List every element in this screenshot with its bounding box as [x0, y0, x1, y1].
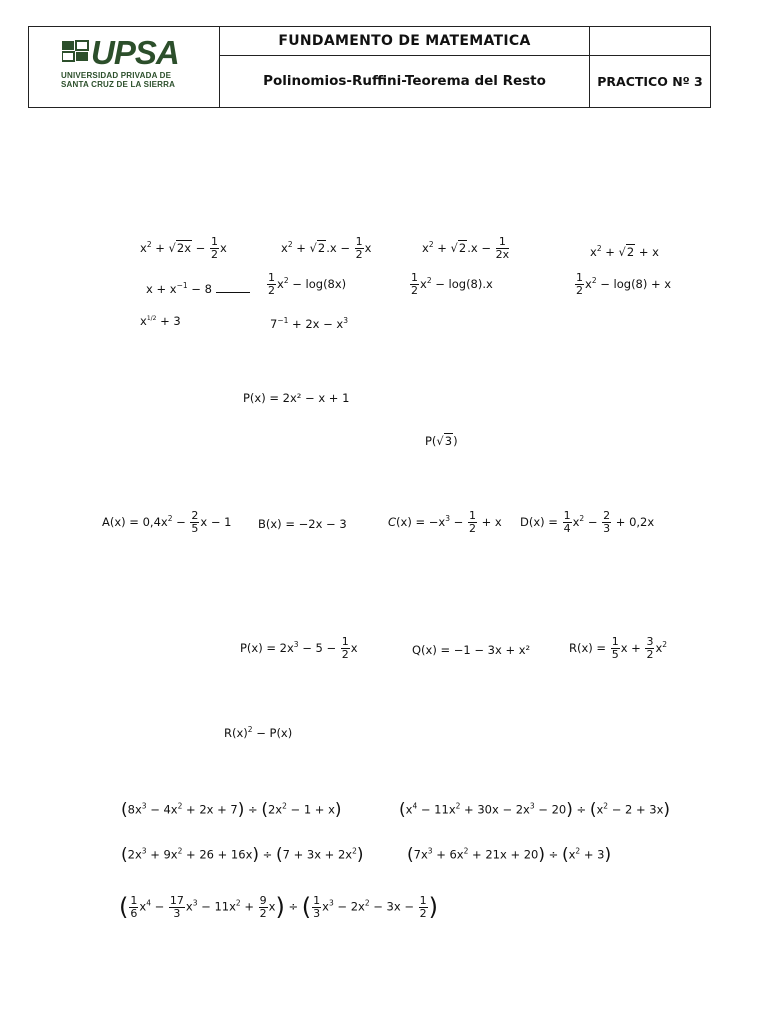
- expr-row3-2: $7^{-1} + 2x - x^3$: [270, 316, 348, 331]
- division-1: $(8x^3 - 4x^2 + 2x + 7) \div (2x^2 - 1 + x)$: [121, 800, 342, 820]
- expr-row2-4: $\frac{1}{2}$ $x^2 - \log(8) + x$: [576, 271, 672, 297]
- expr-row3-1: $x^{1/2} + 3$: [140, 314, 181, 328]
- polynomial-p2: $P(x) = 2x^3 - 5$ − $\frac{1}{2}$ x: [240, 635, 358, 661]
- expr-row1-2: $x^2 + √2.x$ − $\frac{1}{2}$ x: [281, 235, 372, 261]
- expr-row2-1: $x + x^{-1} - 8$: [146, 281, 250, 296]
- logo-brand: UPSA: [91, 34, 179, 71]
- upsa-emblem-icon: [62, 39, 90, 63]
- logo-line-1: UNIVERSIDAD PRIVADA DE: [61, 71, 172, 80]
- expr-row1-3: $x^2 + √2.x$ − $\frac{1}{2x}$: [422, 235, 510, 261]
- polynomial-d: D(x) = $\frac{1}{4}$ $x^2$ − $\frac{2}{3}$ + 0,2x: [520, 509, 655, 535]
- polynomial-a: $A(x) = 0,4x^2$ − $\frac{2}{5}$ x − 1: [102, 509, 232, 535]
- expr-row2-2: $\frac{1}{2}$ $x^2 - \log(8x)$: [268, 271, 347, 297]
- polynomial-q: Q(x) = −1 − 3x + x²: [412, 643, 531, 657]
- polynomial-r: R(x) = $\frac{1}{5}$ x + $\frac{3}{2}$ $x^2$: [569, 635, 668, 661]
- division-5: ( $\frac{1}{6}$ $x^4$ − $\frac{17}{3}$ $x^3 - 11x^2$ + $\frac{9}{2}$ x) ÷ ( $\frac{1}{3}$ $x^3 - 2x^2 - 3x$ − $\frac{1}{2}$ ): [119, 893, 439, 921]
- logo-university-name: [61, 71, 201, 89]
- polynomial-p-evaluation: P(√3): [425, 434, 458, 448]
- polynomial-c: $C(x) = -x^3$ − $\frac{1}{2}$ + x: [388, 509, 502, 535]
- operation-r-squared-minus-p: $R(x)^2 - P(x)$: [224, 725, 293, 740]
- division-2: $(x^4 - 11x^2 + 30x - 2x^3 - 20) \div (x^2 - 2 + 3x)$: [399, 800, 671, 820]
- practice-number: PRACTICO Nº 3: [597, 74, 703, 89]
- division-4: $(7x^3 + 6x^2 + 21x + 20) \div (x^2 + 3)$: [407, 845, 612, 865]
- expr-row1-1: $x^2 + √2x$ − $\frac{1}{2}$ x: [140, 235, 227, 261]
- header-table: [28, 26, 711, 108]
- polynomial-b: B(x) = −2x − 3: [258, 517, 347, 531]
- division-3: $(2x^3 + 9x^2 + 26 + 16x) \div (7 + 3x + 2x^2)$: [121, 845, 364, 865]
- expr-row1-4: $x^2 + √2 + x$: [590, 244, 659, 259]
- empty-cell: [590, 27, 710, 56]
- expr-row2-3: $\frac{1}{2}$ $x^2 - \log(8).x$: [411, 271, 493, 297]
- university-logo: [29, 27, 220, 107]
- course-title: FUNDAMENTO DE MATEMATICA: [220, 27, 590, 56]
- polynomial-p-definition: P(x) = 2x² − x + 1: [243, 391, 350, 405]
- topic-subtitle: Polinomios-Ruffini-Teorema del Resto: [220, 56, 590, 107]
- logo-line-2: SANTA CRUZ DE LA SIERRA: [61, 80, 176, 89]
